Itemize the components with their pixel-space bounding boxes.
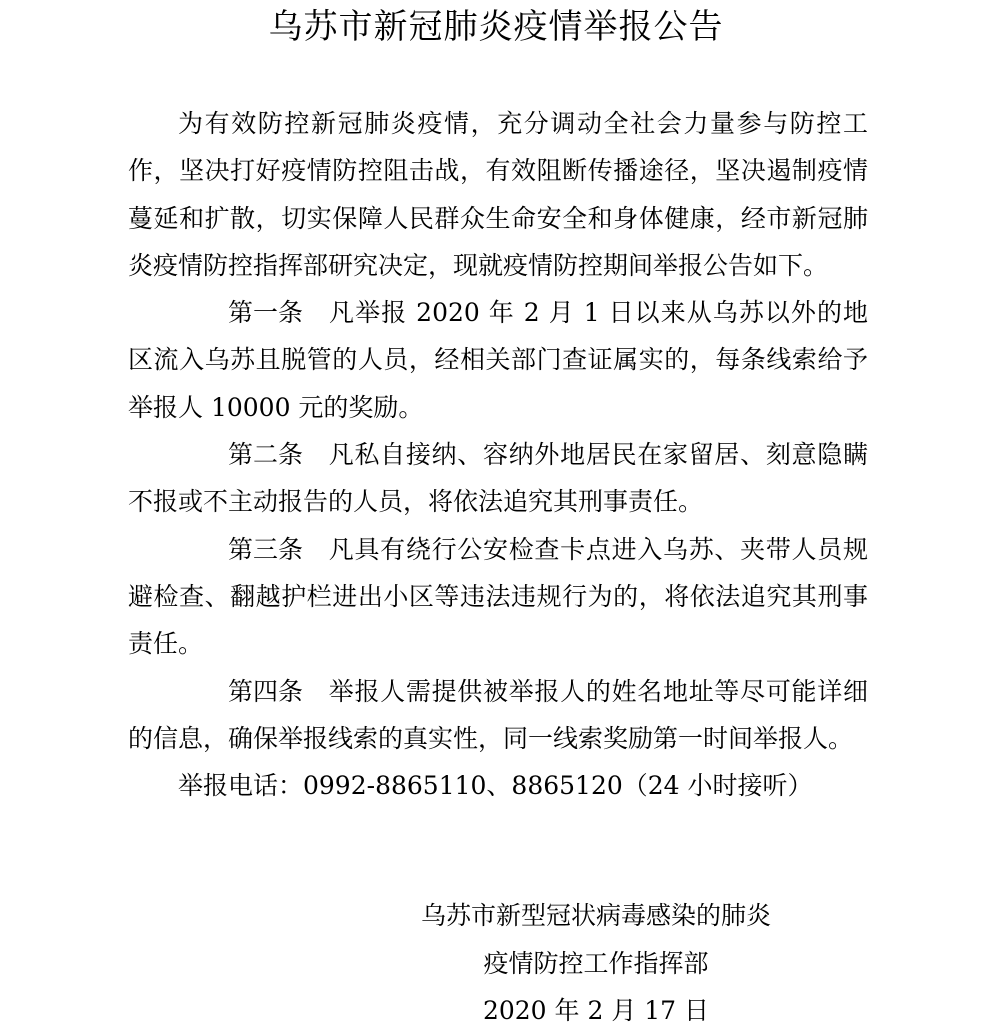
signature-date: 2020 年 2 月 17 日 xyxy=(482,996,710,1025)
signature-org-line-1: 乌苏市新型冠状病毒感染的肺炎 xyxy=(420,901,771,930)
intro-paragraph: 为有效防控新冠肺炎疫情，充分调动全社会力量参与防控工作，坚决打好疫情防控阻击战，有效阻断传播途径，坚决遏制疫情蔓延和扩散，切实保障人民群众生命安全和身体健康，经市新冠肺炎疫情防控指挥部研究决定，现就疫情防控期间举报公告如下。 xyxy=(128,109,868,280)
article-1 xyxy=(128,289,868,431)
article-4-text: 举报人需提供被举报人的姓名地址等尽可能详细的信息，确保举报线索的真实性，同一线索奖励第一时间举报人。 xyxy=(128,676,868,753)
article-2-label: 第二条 xyxy=(228,440,304,470)
article-2 xyxy=(128,431,868,526)
document-title: 乌苏市新冠肺炎疫情举报公告 xyxy=(268,7,724,47)
article-3-text: 凡具有绕行公安检查卡点进入乌苏、夹带人员规避检查、翻越护栏进出小区等违法违规行为的，将依法追究其刑事责任。 xyxy=(128,534,868,659)
hotline-paragraph: 举报电话：0992-8865110、8865120（24 小时接听） xyxy=(178,771,813,801)
article-1-text: 凡举报 2020 年 2 月 1 日以来从乌苏以外的地区流入乌苏且脱管的人员，经相关部门查证属实的，每条线索给予举报人 10000 元的奖励。 xyxy=(128,298,868,422)
signature-block xyxy=(380,892,812,1035)
article-4 xyxy=(128,668,868,763)
article-3-label: 第三条 xyxy=(228,534,304,564)
announcement-body xyxy=(128,100,868,809)
article-2-text: 凡私自接纳、容纳外地居民在家留居、刻意隐瞒不报或不主动报告的人员，将依法追究其刑事责任。 xyxy=(128,440,868,517)
article-1-label: 第一条 xyxy=(228,298,304,328)
signature-org-line-2: 疫情防控工作指挥部 xyxy=(483,948,709,978)
article-4-label: 第四条 xyxy=(228,676,304,706)
article-3 xyxy=(128,526,868,668)
